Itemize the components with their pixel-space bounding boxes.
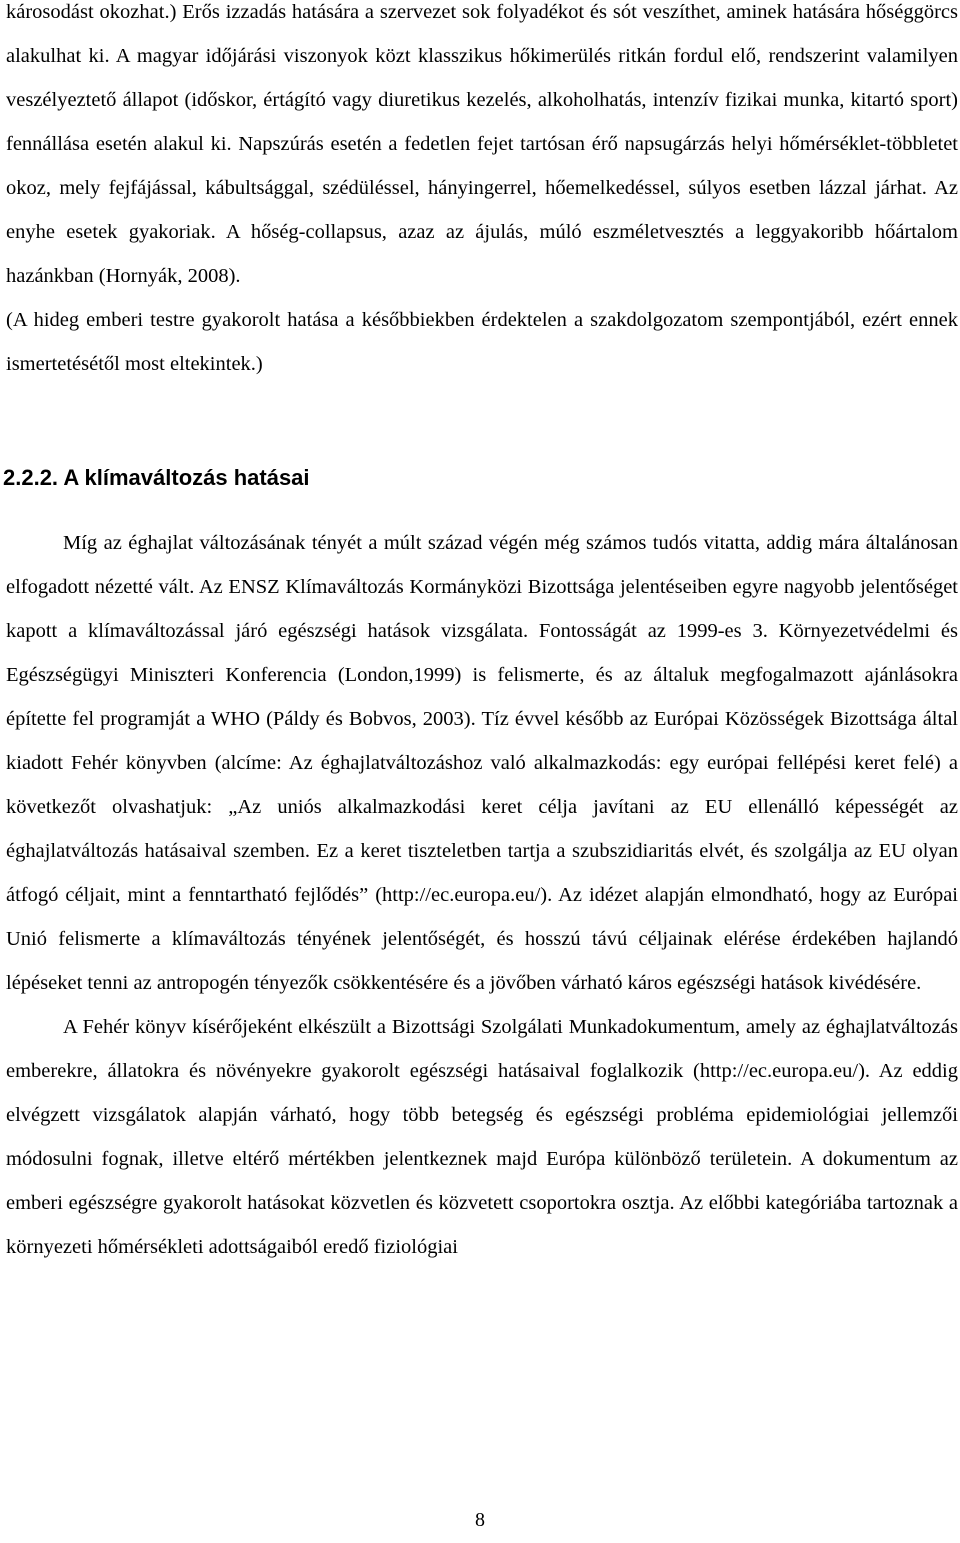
body-paragraph-cold-note: (A hideg emberi testre gyakorolt hatása a későbbiekben érdektelen a szakdolgozatom szempontjából, ezért ennek ismertetésétől most eltekintek.) xyxy=(6,309,958,375)
section-heading: 2.2.2. A klímaváltozás hatásai xyxy=(3,465,310,490)
body-paragraph-climate-change: Míg az éghajlat változásának tényét a múlt század végén még számos tudós vitatta, addig mára általánosan elfogadott nézetté vált. Az ENSZ Klímaváltozás Kormányközi Bizottsága jelentéseiben egyre nagyobb jelentőséget kapott a klímaváltozással járó egészségi hatások vizsgálata. Fontosságát az 1999-es 3. Környezetvédelmi és Egészségügyi Miniszteri Konferencia (London,1999) is felismerte, és az általuk megfogalmazott ajánlásokra építette fel programját a WHO (Páldy és Bobvos, 2003). Tíz évvel később az Európai Közösségek Bizottsága által kiadott Fehér könyvben (alcíme: Az éghajlatváltozáshoz való alkalmazkodás: egy európai fellépési keret felé) a következőt olvashatjuk: „Az uniós alkalmazkodási keret célja javítani az EU ellenálló képességét az éghajlatváltozás hatásaival szemben. Ez a keret tiszteletben tartja a szubszidiaritás elvét, és szolgálja az EU olyan átfogó céljait, mint a fenntartható fejlődés” (http://ec.europa.eu/). Az idézet alapján elmondható, hogy az Európai Unió felismerte a klímaváltozás tényének jelentőségét, és hosszú távú céljainak elérése érdekében hajlandó lépéseket tenni az antropogén tényezők csökkentésére és a jövőben várható káros egészségi hatások kivédésére. xyxy=(6,532,958,994)
document-page xyxy=(3,0,958,1269)
body-paragraph-heat-illness: károsodást okozhat.) Erős izzadás hatására a szervezet sok folyadékot és sót veszíthet, aminek hatására hőséggörcs alakulhat ki. A magyar időjárási viszonyok közt klasszikus hőkimerülés ritkán fordul elő, rendszerint valamilyen veszélyeztető állapot (időskor, értágító vagy diuretikus kezelés, alkoholhatás, intenzív fizikai munka, kitartó sport) fennállása esetén alakul ki. Napszúrás esetén a fedetlen fejet tartósan érő napsugárzás helyi hőmérséklet-többletet okoz, mely fejfájással, kábultsággal, szédüléssel, hányingerrel, hőemelkedéssel, súlyos esetben lázzal járhat. Az enyhe esetek gyakoriak. A hőség-collapsus, azaz az ájulás, múló eszméletvesztés a leggyakoribb hőártalom hazánkban (Hornyák, 2008). xyxy=(6,1,958,287)
body-paragraph-white-paper: A Fehér könyv kísérőjeként elkészült a Bizottsági Szolgálati Munkadokumentum, amely az éghajlatváltozás emberekre, állatokra és növényekre gyakorolt egészségi hatásaival foglalkozik (http://ec.europa.eu/). Az eddig elvégzett vizsgálatok alapján várható, hogy több betegség és egészségi probléma epidemiológiai jellemzői módosulni fognak, illetve eltérő mértékben jelentkeznek majd Európa különböző területein. A dokumentum az emberi egészségre gyakorolt hatásokat közvetlen és közvetett csoportokra osztja. Az előbbi kategóriába tartoznak a környezeti hőmérsékleti adottságaiból eredő fiziológiai xyxy=(6,1016,958,1258)
page-number: 8 xyxy=(475,1509,485,1531)
